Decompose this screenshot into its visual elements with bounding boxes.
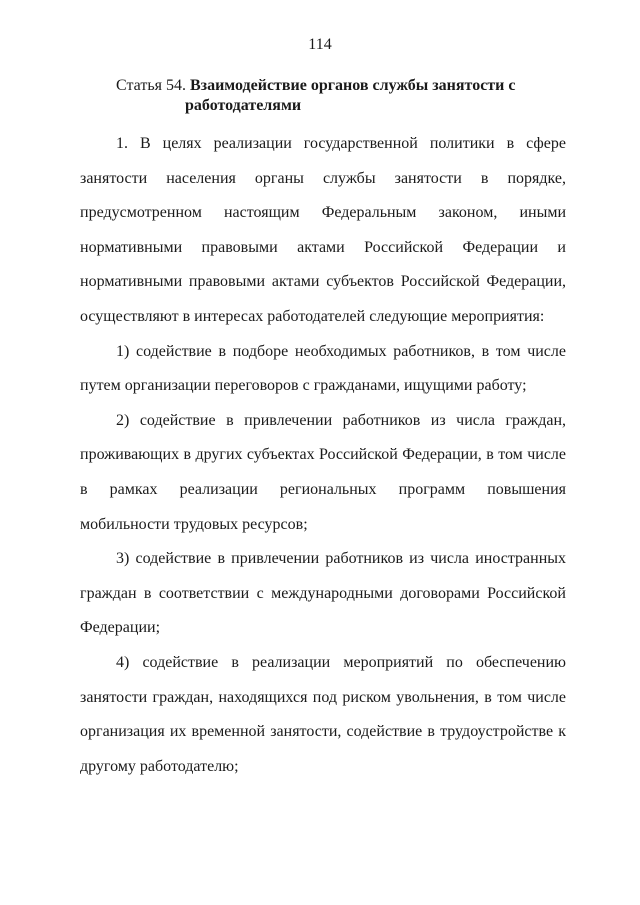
paragraph-item-4: 4) содействие в реализации мероприятий по обеспечению занятости граждан, находящихся под риском увольнения, в том числе организация их временной занятости, содействие в трудоустройстве к другому работодателю; (80, 653, 566, 775)
article-body (80, 127, 566, 784)
paragraph-item-2: 2) содействие в привлечении работников из числа граждан, проживающих в других субъектах Российской Федерации, в том числе в рамках реализации региональных программ повышения мобильности трудовых ресурсов; (80, 411, 566, 533)
article-title-line-1: Взаимодействие органов службы занятости с (189, 77, 516, 94)
paragraph-item-3: 3) содействие в привлечении работников из числа иностранных граждан в соответствии с международными договорами Российской Федерации; (80, 550, 566, 637)
paragraph-1: 1. В целях реализации государственной политики в сфере занятости населения органы службы занятости в порядке, предусмотренном настоящим Федеральным законом, иными нормативными правовыми актами Российской Федерации и нормативными правовыми актами субъектов Российской Федерации, осуществляют в интересах работодателей следующие мероприятия: (80, 135, 566, 325)
paragraph-item-1: 1) содействие в подборе необходимых работников, в том числе путем организации переговоров с гражданами, ищущими работу; (80, 342, 566, 395)
article-heading (116, 76, 566, 116)
article-number: Статья 54. (116, 77, 186, 94)
page-number: 114 (308, 36, 332, 53)
article-title-line-2: работодателями (185, 97, 302, 114)
